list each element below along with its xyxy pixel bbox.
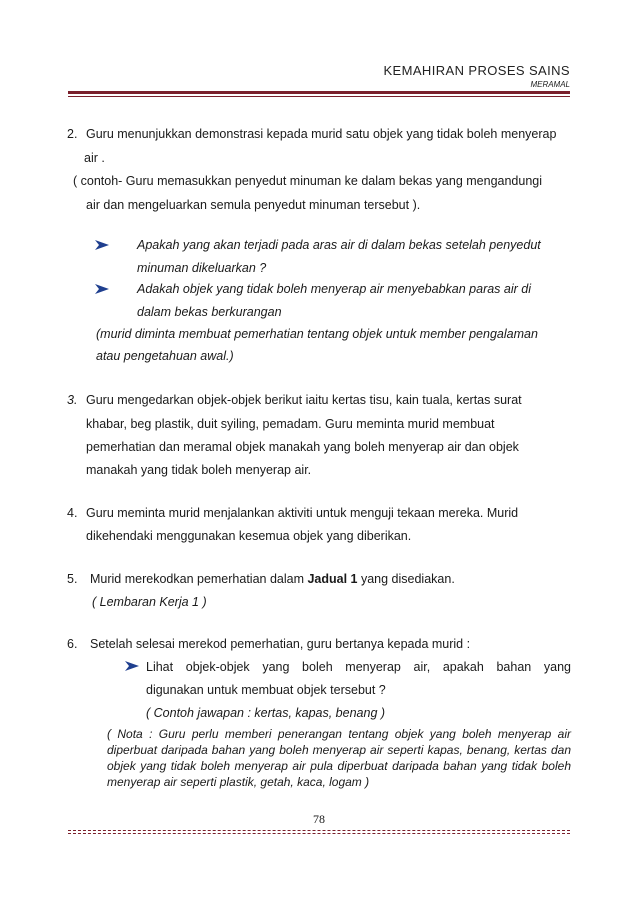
item-text: dikehendaki menggunakan kesemua objek yang diberikan.	[86, 529, 412, 543]
arrow-bullet-icon	[125, 661, 139, 671]
question-text: Adakah objek yang tidak boleh menyerap air menyebabkan paras air di	[137, 282, 531, 296]
item-number: 4.	[67, 506, 78, 520]
table-reference: Jadual 1	[307, 572, 358, 586]
item-text: Guru mengedarkan objek-objek berikut iaitu kertas tisu, kain tuala, kertas surat	[86, 393, 522, 407]
item-text: Guru meminta murid menjalankan aktiviti untuk menguji tekaan mereka. Murid	[86, 506, 519, 520]
item-text: Setelah selesai merekod pemerhatian, guru bertanya kepada murid :	[90, 637, 471, 651]
item-text	[90, 571, 455, 587]
header-title: KEMAHIRAN PROSES SAINS	[383, 63, 570, 78]
page-number: 78	[313, 812, 325, 826]
answer-example: ( Contoh jawapan : kertas, kapas, benang )	[146, 706, 386, 720]
item-number: 6.	[67, 637, 78, 651]
arrow-bullet-icon	[95, 240, 109, 250]
question-text: Apakah yang akan terjadi pada aras air di dalam bekas setelah penyedut	[137, 238, 541, 252]
question-text: digunakan untuk membuat objek tersebut ?	[146, 683, 386, 697]
question-text: minuman dikeluarkan ?	[137, 261, 267, 275]
item-text: pemerhatian dan meramal objek manakah yang boleh menyerap air dan objek	[86, 440, 519, 454]
note-text: (murid diminta membuat pemerhatian tentang objek untuk member pengalaman	[96, 327, 538, 341]
teacher-note: ( Nota : Guru perlu memberi penerangan tentang objek yang boleh menyerap air diperbuat daripada bahan yang boleh menyerap air seperti kapas, benang, kertas dan objek yang tidak boleh menyerap air pula diperbuat daripada bahan yang tidak boleh menyerap air seperti plastik, getah, kaca, logam )	[107, 727, 571, 789]
worksheet-reference: ( Lembaran Kerja 1 )	[92, 595, 207, 609]
item-text: ( contoh- Guru memasukkan penyedut minuman ke dalam bekas yang mengandungi	[73, 174, 543, 188]
item-text: manakah yang tidak boleh menyerap air.	[86, 463, 312, 477]
header-rule-thin	[68, 96, 570, 97]
header-subtitle: MERAMAL	[530, 80, 570, 89]
item-text: air dan mengeluarkan semula penyedut minuman tersebut ).	[86, 198, 421, 212]
item-text-part: yang disediakan.	[357, 572, 455, 586]
note-text: atau pengetahuan awal.)	[96, 349, 234, 363]
item-text: air .	[84, 151, 105, 165]
item-number: 3.	[67, 393, 78, 407]
arrow-bullet-icon	[95, 284, 109, 294]
item-number: 2.	[67, 127, 78, 141]
question-text: Lihat objek-objek yang boleh menyerap air, apakah bahan yang	[146, 660, 571, 674]
header-rule-thick	[68, 91, 570, 94]
item-number: 5.	[67, 572, 78, 586]
item-text: Guru menunjukkan demonstrasi kepada murid satu objek yang tidak boleh menyerap	[86, 127, 557, 141]
footer-rule	[68, 833, 570, 834]
footer-rule	[68, 830, 570, 831]
item-text: khabar, beg plastik, duit syiling, pemadam. Guru meminta murid membuat	[86, 417, 495, 431]
item-text-part: Murid merekodkan pemerhatian dalam	[90, 572, 308, 586]
question-text: dalam bekas berkurangan	[137, 305, 282, 319]
